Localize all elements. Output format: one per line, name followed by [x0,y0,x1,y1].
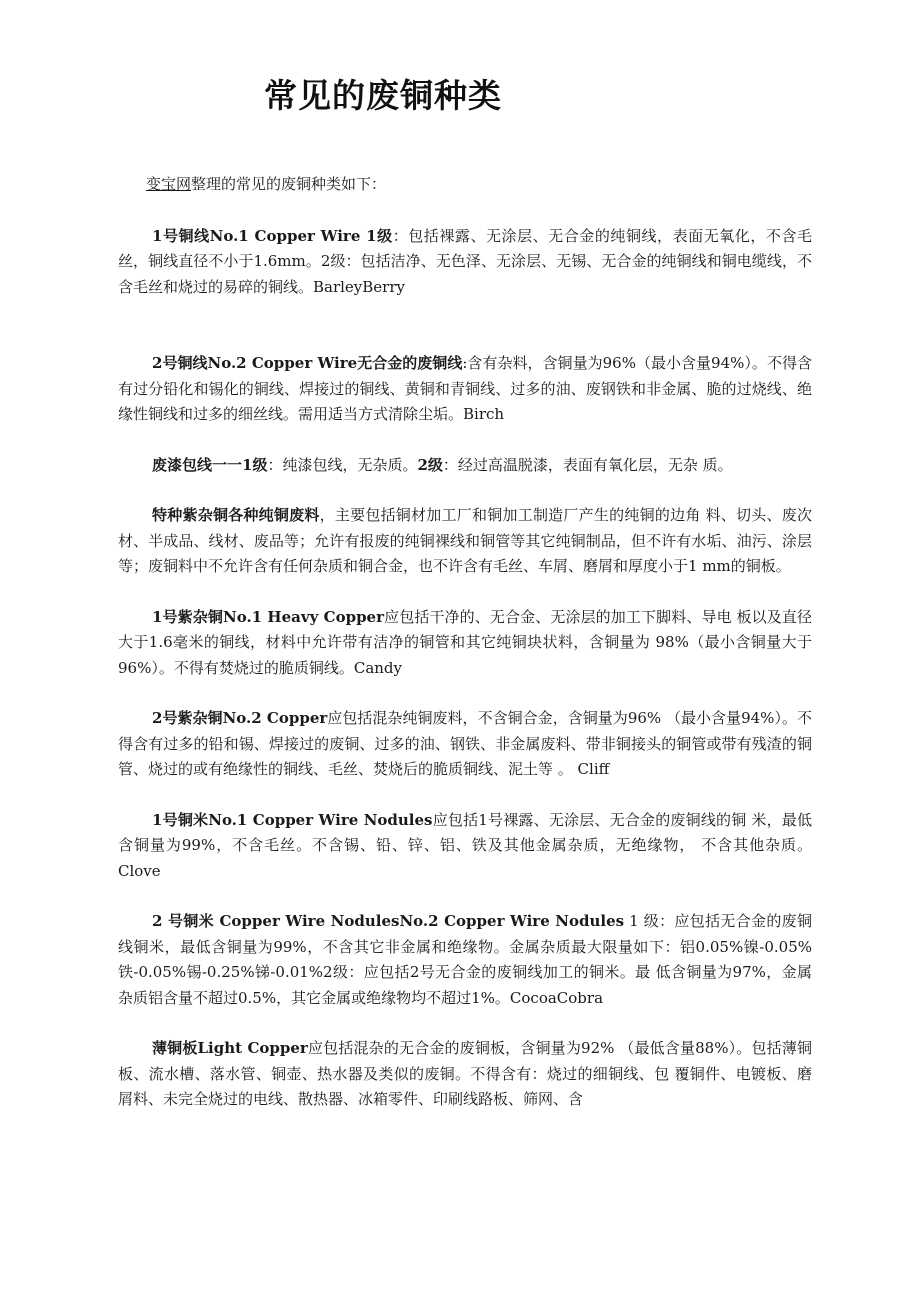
paragraph-heading: 废漆包线一一1级 [152,455,268,474]
paragraph-text: 应包括混杂的无合金的废铜板，含铜量为92% （最低含量88%）。包括薄铜板、流水槽、落水管、铜壶、热水器及类似的废铜。不得含有：烧过的细铜线、包 覆铜件、电镀板、磨屑料、未完全烧过的电线、散热器、冰箱零件、印刷线路板、筛网、含 [118,1039,812,1108]
paragraph-heading: 薄铜板Light Copper [152,1039,308,1057]
paragraph-heading: 特种紫杂铜各种纯铜废料 [152,506,320,524]
paragraph-enamelled-wire [118,453,812,479]
paragraph-heading: 2号铜线No.2 Copper Wire无合金的废铜线 [152,354,463,372]
paragraph-text: 1 级：应包括无合金的废铜线铜米，最低含铜量为99%，不含其它非金属和绝缘物。金属杂质最大限量如下：铝0.05%镍-0.05%铁-0.05%锡-0.25%锑-0.01%2级：应包括2号无合金的废铜线加工的铜米。最 低含铜量为97%，金属杂质铝含量不超过0.5%，其它金属或绝缘物均不超过1%。CocoaCobra [118,912,812,1007]
paragraph-heading: 1号铜线No.1 Copper Wire 1级 [152,226,393,245]
paragraph-heading: 1号铜米No.1 Copper Wire Nodules [152,810,433,829]
paragraph-no1-wire-nodules [118,808,812,885]
paragraph-no2-copper [118,706,812,783]
paragraph-no2-copper-wire [118,351,812,428]
paragraph-text-2: ：经过高温脱漆，表面有氧化层，无杂 质。 [442,455,733,474]
paragraph-heading: 2号紫杂铜No.2 Copper [152,709,328,727]
paragraph-text: 应包括干净的、无合金、无涂层的加工下脚料、导电 板以及直径大于1.6毫米的铜线，材料中允许带有洁净的铜管和其它纯铜块状料，含铜量为 98%（最小含铜量大于96%）。不得有焚烧过的脆质铜线。Candy [118,607,812,677]
paragraph-text: ，主要包括铜材加工厂和铜加工制造厂产生的纯铜的边角 料、切头、废次材、半成品、线材、废品等；允许有报废的纯铜裸线和铜管等其它纯铜制品，但不许有水垢、油污、涂层等；废铜料中不允许含有任何杂质和铜合金，也不许含有毛丝、车屑、磨屑和厚度小于1 mm的铜板。 [118,506,812,575]
paragraph-no1-heavy-copper [118,605,812,682]
paragraph-no1-copper-wire [118,224,812,301]
paragraph-subheading: 2级 [417,455,443,474]
paragraph-light-copper [118,1036,812,1113]
paragraph-no2-wire-nodules [118,909,812,1011]
paragraph-text: :含有杂料，含铜量为96%（最小含量94%）。不得含有过分铅化和锡化的铜线、焊接过的铜线、黄铜和青铜线、过多的油、废钢铁和非金属、脆的过烧线、绝缘性铜线和过多的细丝线。需用适当方式清除尘垢。Birch [118,354,812,423]
paragraph-text: ：纯漆包线，无杂质。 [267,455,418,474]
document-body [118,172,812,1113]
paragraph-heading: 2 号铜米 Copper Wire NodulesNo.2 Copper Wire Nodules [152,912,625,930]
paragraph-text: 应包括1号裸露、无涂层、无合金的废铜线的铜 米，最低含铜量为99%，不含毛丝。不含锡、铅、锌、铝、铁及其他金属杂质，无绝缘物， 不含其他杂质。Clove [118,810,812,880]
intro-paragraph [118,172,812,198]
page-title: 常见的废铜种类 [264,76,502,115]
paragraph-heading: 1号紫杂铜No.1 Heavy Copper [152,607,385,626]
paragraph-text: ：包括裸露、无涂层、无合金的纯铜线，表面无氧化，不含毛丝，铜线直径不小于1.6mm。2级：包括洁净、无色泽、无涂层、无锡、无合金的纯铜线和铜电缆线，不含毛丝和烧过的易碎的铜线。BarleyBerry [118,226,812,296]
source-link[interactable]: 变宝网 [146,175,192,193]
paragraph-text: 应包括混杂纯铜废料，不含铜合金，含铜量为96% （最小含量94%）。不得含有过多的铅和锡、焊接过的废铜、过多的油、钢铁、非金属废料、带非铜接头的铜管或带有残渣的铜管、烧过的或有绝缘性的铜线、毛丝、焚烧后的脆质铜线、泥土等 。 Cliff [118,709,813,778]
paragraph-special-red-copper [118,503,812,580]
intro-text: 整理的常见的废铜种类如下： [191,175,387,193]
